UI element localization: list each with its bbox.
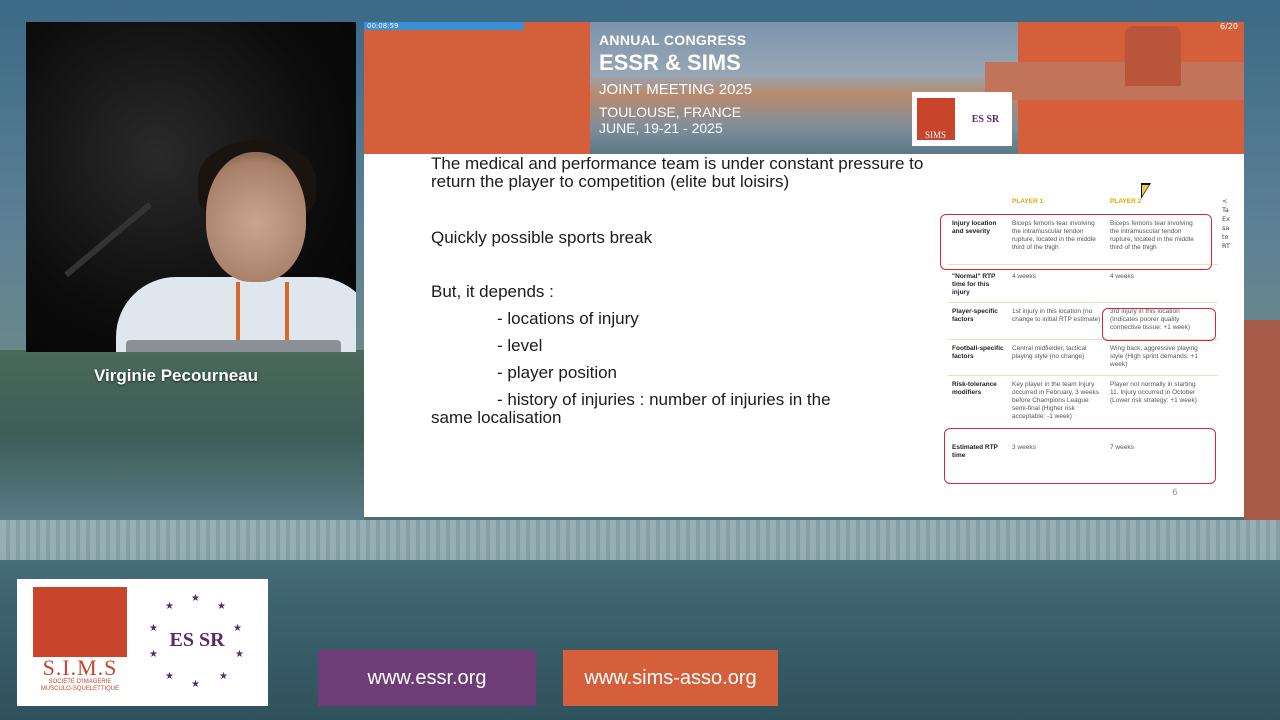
table-header-player-2: PLAYER 2 [1110,198,1142,205]
star-icon: ★ [235,649,244,660]
banner-line-2: ESSR & SIMS [599,50,741,75]
sims-logo-graphic [33,587,127,657]
row-player-1: 4 weeks [1012,273,1036,280]
highlight-box-player-2-factor [1102,308,1216,341]
fragment-line: RT [1222,242,1231,250]
row-label: Risk-tolerance modifiers [952,381,997,396]
highlight-box-injury [940,214,1212,270]
laptop [126,340,341,352]
mouse-cursor-icon [1141,183,1151,199]
bullet-item: - level [497,336,543,355]
banner-tower [1125,26,1181,86]
row-player-2: 3rd injury in this location (Indicates poorer quality connective tissue: +1 week) [1110,308,1191,331]
speaker-video [26,22,356,352]
star-icon: ★ [191,593,200,604]
cut-off-text [1222,197,1242,251]
row-player-1: 3 weeks [1012,444,1036,451]
row-separator [948,302,1218,303]
row-player-2: Biceps femoris tear involving the intramuscular tendon rupture, located in the middle third of the thigh [1110,220,1194,251]
essr-website-link[interactable]: www.essr.org [318,650,536,706]
star-icon: ★ [233,623,242,634]
congress-banner-text [599,32,752,136]
row-player-2: Player not normally in starting 11. Injury occurred in October (Lower risk strategy: +1 week) [1110,381,1197,404]
bullet-item: - player position [497,363,618,382]
star-icon: ★ [149,623,158,634]
row-player-1: Key player in the team Injury occurred in February, 3 weeks before Champions League semi-final (Higher risk acceptable: -1 week) [1012,381,1099,420]
essr-logo [145,593,249,693]
fragment-line: to [1222,233,1229,241]
speaker-face [206,152,306,282]
bullet-item: - history of injuries : number of injuries in the [497,390,831,409]
partner-logos [17,579,268,706]
presentation-slide [364,22,1244,517]
microphone [64,202,152,277]
fragment-line: sa [1222,224,1230,232]
star-icon: ★ [149,649,158,660]
banner-building [985,62,1244,100]
banner-line-4: TOULOUSE, FRANCE [599,104,742,120]
sims-logo-subtitle: SOCIÉTÉ D'IMAGERIE MUSCULO-SQUELETTIQUE [40,679,120,692]
slide-depends: But, it depends : [431,282,554,301]
background-building [1244,320,1280,520]
page-counter: 6/20 [1220,22,1238,31]
row-label: Football-specific factors [952,345,1004,360]
table-header-player-1: PLAYER 1 [1012,198,1044,205]
row-label: Injury location and severity [952,220,997,235]
fragment-line: Ta [1222,206,1229,214]
banner-essr-logo: ES SR [971,113,1000,125]
sims-logo [33,587,127,695]
slide-body-text [431,155,931,427]
banner-sims-logo: SIMS [917,98,955,140]
fragment-line: < [1222,197,1228,205]
row-player-1: 1st injury in this location (no change to initial RTP estimate) [1012,308,1101,323]
star-icon: ★ [165,671,174,682]
sims-website-link[interactable]: www.sims-asso.org [563,650,778,706]
row-player-2: 4 weeks [1110,273,1134,280]
background-weir [0,520,1280,560]
slide-page-number: 6 [1172,488,1178,498]
row-player-1: Central midfielder, tactical playing style (no change) [1012,345,1087,360]
row-player-2: 7 weeks [1110,444,1134,451]
star-icon: ★ [165,601,174,612]
fragment-line: Ex [1222,215,1230,223]
slide-sports-break: Quickly possible sports break [431,228,653,247]
star-icon: ★ [219,671,228,682]
banner-logos [912,92,1012,146]
row-label: Player-specific factors [952,308,998,323]
speaker-name: Virginie Pecourneau [93,366,259,385]
banner-line-1: ANNUAL CONGRESS [599,32,747,48]
row-label: "Normal" RTP time for this injury [952,273,996,296]
bullet-item: - locations of injury [497,309,639,328]
star-icon: ★ [217,601,226,612]
banner-line-5: JUNE, 19-21 - 2025 [599,120,723,136]
essr-logo-text: ES SR [169,629,225,651]
row-player-1: Biceps femoris tear involving the intramuscular tendon rupture, located in the middle third of the thigh [1012,220,1096,251]
row-player-2: Wing back, aggressive playing style (High sprint demands: +1 week) [1110,345,1198,368]
highlight-box-estimated-rtp [944,428,1216,484]
row-separator [948,375,1218,376]
sims-logo-text: S.I.M.S [42,655,118,680]
bullet-continuation: same localisation [431,408,562,427]
slide-intro: The medical and performance team is under constant pressure to return the player to competition (elite but loisirs) [431,154,924,191]
banner-line-3: JOINT MEETING 2025 [599,81,753,98]
timer-readout: 00:08:59 [367,22,399,30]
row-label: Estimated RTP time [952,444,998,459]
star-icon: ★ [191,679,200,690]
